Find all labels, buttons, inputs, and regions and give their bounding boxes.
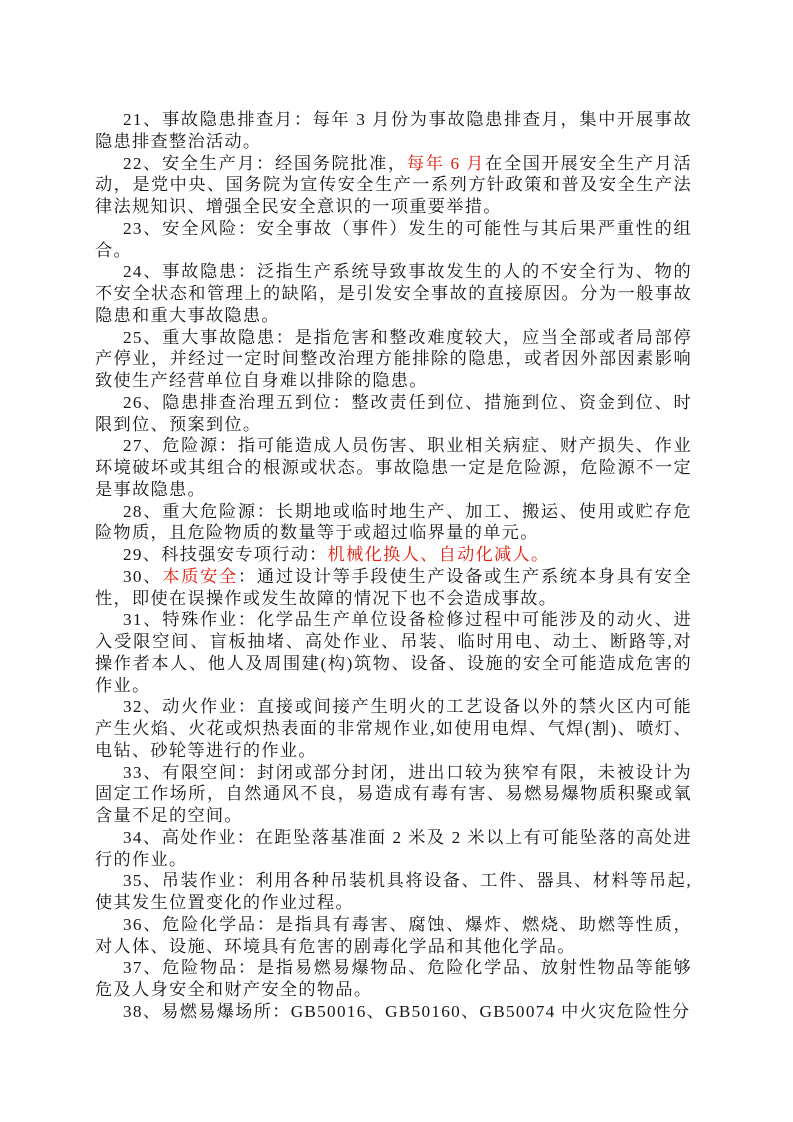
text-run: 22、安全生产月：经国务院批准， — [123, 153, 407, 173]
text-run: 32、动火作业：直接或间接产生明火的工艺设备以外的禁火区内可能产生火焰、火花或炽热表面的非常规作业,如使用电焊、气焊(割)、喷灯、电钻、砂轮等进行的作业。 — [95, 697, 692, 760]
text-run: 23、安全风险：安全事故（事件）发生的可能性与其后果严重性的组合。 — [95, 218, 692, 260]
text-run: 24、事故隐患：泛指生产系统导致事故发生的人的不安全行为、物的不安全状态和管理上的缺陷，是引发安全事故的直接原因。分为一般事故隐患和重大事故隐患。 — [95, 262, 692, 325]
text-run: 33、有限空间：封闭或部分封闭，进出口较为狭窄有限，未被设计为固定工作场所，自然通风不良，易造成有毒有害、易燃易爆物质积聚或氧含量不足的空间。 — [95, 762, 692, 825]
text-run: 29、科技强安专项行动： — [123, 545, 328, 564]
text-run: 35、吊装作业：利用各种吊装机具将设备、工件、器具、材料等吊起,使其发生位置变化的作业过程。 — [95, 871, 692, 912]
highlighted-text-run: 本质安全 — [162, 566, 238, 586]
paragraph-item-21 — [95, 109, 692, 153]
paragraph-item-28 — [95, 501, 692, 545]
highlighted-text-run: 机械化换人、自动化减人。 — [327, 545, 550, 564]
paragraph-item-23 — [95, 218, 692, 262]
text-run: 37、危险物品：是指易燃易爆物品、危险化学品、放射性物品等能够危及人身安全和财产安全的物品。 — [95, 958, 692, 999]
document-text-body — [95, 109, 692, 1023]
paragraph-item-32 — [95, 696, 692, 761]
text-run: 28、重大危险源：长期地或临时地生产、加工、搬运、使用或贮存危险物质，且危险物质的数量等于或超过临界量的单元。 — [95, 501, 692, 543]
paragraph-item-26 — [95, 392, 692, 436]
text-run: ：通过设计等手段使生产设备或生产系统本身具有安全性，即使在误操作或发生故障的情况下也不会造成事故。 — [95, 566, 693, 608]
text-run: 36、危险化学品：是指具有毒害、腐蚀、爆炸、燃烧、助燃等性质，对人体、设施、环境具有危害的剧毒化学品和其他化学品。 — [95, 914, 692, 956]
paragraph-item-30 — [95, 566, 692, 610]
paragraph-item-31 — [95, 609, 692, 696]
paragraph-item-34 — [95, 827, 692, 871]
paragraph-item-38 — [95, 1001, 692, 1023]
paragraph-item-24 — [95, 261, 692, 326]
text-run: 34、高处作业：在距坠落基准面 2 米及 2 米以上有可能坠落的高处进行的作业。 — [95, 827, 692, 869]
highlighted-text-run: 每年 6 月 — [406, 153, 486, 173]
paragraph-item-29 — [95, 544, 692, 566]
text-run: 27、危险源：指可能造成人员伤害、职业相关病症、财产损失、作业环境破坏或其组合的根源或状态。事故隐患一定是危险源，危险源不一定是事故隐患。 — [95, 436, 692, 499]
text-run: 26、隐患排查治理五到位：整改责任到位、措施到位、资金到位、时限到位、预案到位。 — [95, 392, 692, 434]
paragraph-item-37 — [95, 957, 692, 1001]
paragraph-item-27 — [95, 435, 692, 500]
paragraph-item-25 — [95, 327, 692, 392]
text-run: 21、事故隐患排查月：每年 3 月份为事故隐患排查月，集中开展事故隐患排查整治活动。 — [95, 110, 692, 151]
paragraph-item-33 — [95, 762, 692, 827]
text-run: 25、重大事故隐患：是指危害和整改难度较大，应当全部或者局部停产停业，并经过一定时间整改治理方能排除的隐患，或者因外部因素影响致使生产经营单位自身难以排除的隐患。 — [95, 327, 692, 390]
text-run: 31、特殊作业：化学品生产单位设备检修过程中可能涉及的动火、进入受限空间、盲板抽堵、高处作业、吊装、临时用电、动土、断路等,对操作者本人、他人及周围建(构)筑物、设备、设施的安全可能造成危害的作业。 — [95, 610, 692, 695]
text-run: 30、 — [123, 566, 163, 586]
text-run: 在全国开展安全生产月活动，是党中央、国务院为宣传安全生产一系列方针政策和普及安全生产法律法规知识、增强全民安全意识的一项重要举措。 — [95, 153, 692, 216]
paragraph-item-36 — [95, 914, 692, 958]
text-run: 38、易燃易爆场所：GB50016、GB50160、GB50074 中火灾危险性分 — [123, 1001, 691, 1021]
paragraph-item-35 — [95, 870, 692, 914]
paragraph-item-22 — [95, 153, 692, 218]
